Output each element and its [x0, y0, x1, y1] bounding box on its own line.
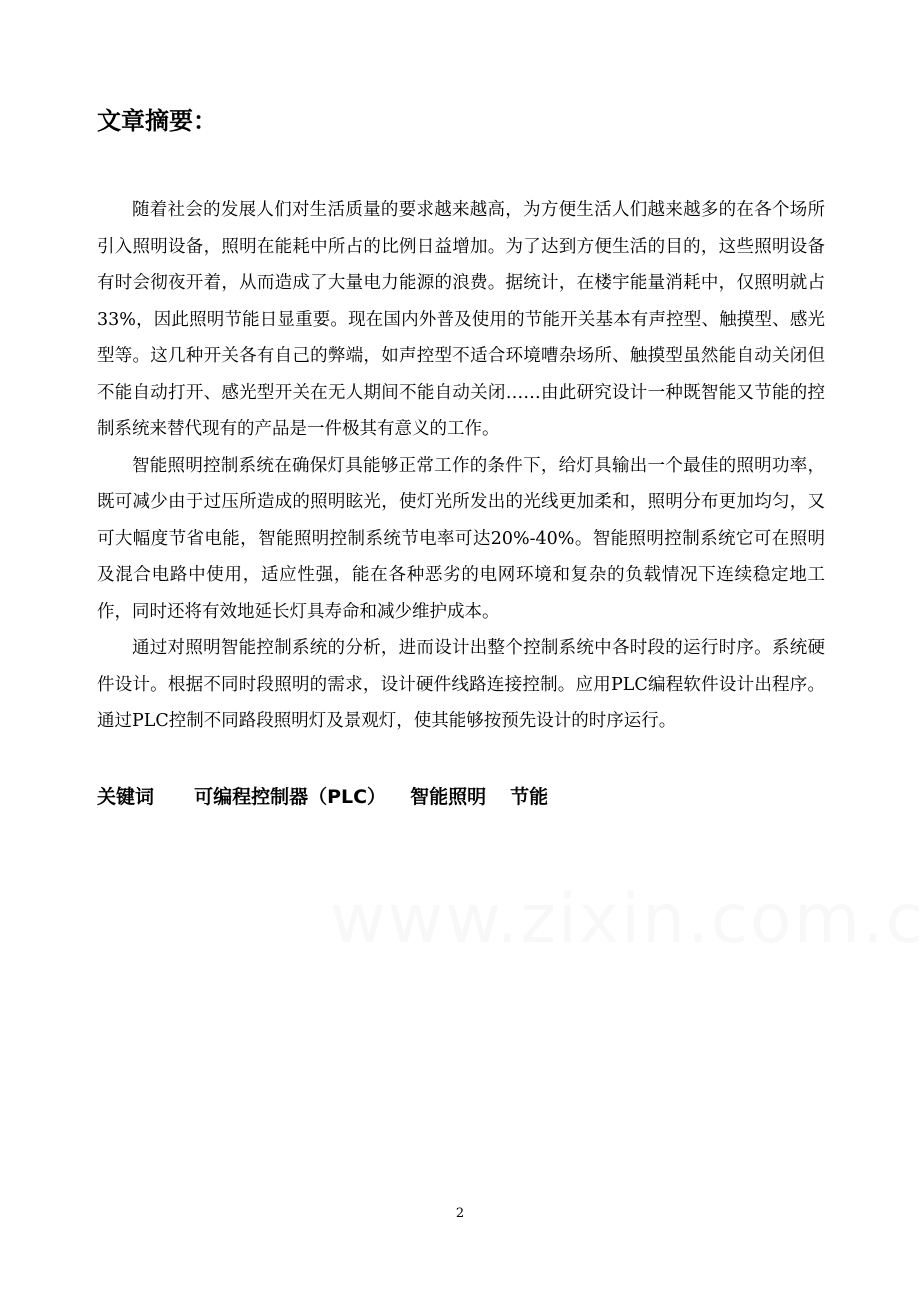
abstract-paragraph-1: 随着社会的发展人们对生活质量的要求越来越高，为方便生活人们越来越多的在各个场所引入照明设备，照明在能耗中所占的比例日益增加。为了达到方便生活的目的，这些照明设备有时会彻夜开着，从而造成了大量电力能源的浪费。据统计，在楼宇能量消耗中，仅照明就占33%，因此照明节能日显重要。现在国内外普及使用的节能开关基本有声控型、触摸型、感光型等。这几种开关各有自己的弊端，如声控型不适合环境嘈杂场所、触摸型虽然能自动关闭但不能自动打开、感光型开关在无人期间不能自动关闭……由此研究设计一种既智能又节能的控制系统来替代现有的产品是一件极其有意义的工作。 [97, 200, 825, 439]
keyword-plc: 可编程控制器（PLC） [194, 786, 387, 808]
keyword-smart-lighting: 智能照明 [410, 786, 487, 808]
keywords-label: 关键词 [97, 786, 155, 808]
watermark [330, 880, 920, 959]
abstract-paragraph-3: 通过对照明智能控制系统的分析，进而设计出整个控制系统中各时段的运行时序。系统硬件设计。根据不同时段照明的需求，设计硬件线路连接控制。应用PLC编程软件设计出程序。通过PLC控制不同路段照明灯及景观灯，使其能够按预先设计的时序运行。 [97, 638, 825, 731]
abstract-paragraph-2: 智能照明控制系统在确保灯具能够正常工作的条件下，给灯具输出一个最佳的照明功率，既可减少由于过压所造成的照明眩光，使灯光所发出的光线更加柔和，照明分布更加均匀，又可大幅度节省电能，智能照明控制系统节电率可达20%-40%。智能照明控制系统它可在照明及混合电路中使用，适应性强，能在各种恶劣的电网环境和复杂的负载情况下连续稳定地工作，同时还将有效地延长灯具寿命和减少维护成本。 [97, 455, 825, 622]
abstract-body [97, 192, 825, 740]
keyword-energy-saving: 节能 [510, 786, 549, 808]
keywords-line [97, 782, 566, 812]
page-number: 2 [455, 1206, 465, 1221]
abstract-heading: 文章摘要： [97, 107, 217, 135]
